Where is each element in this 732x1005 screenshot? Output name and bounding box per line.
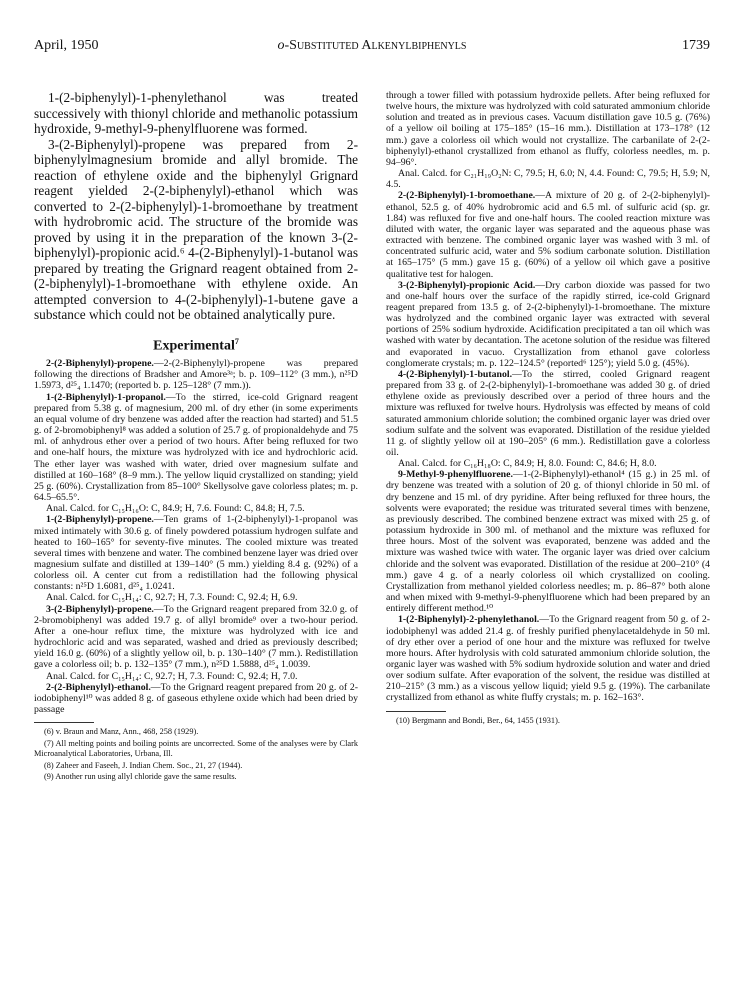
paragraph-heading: 1-(2-Biphenylyl)-2-phenylethanol. [398,614,540,626]
analysis-paragraph [386,458,710,469]
footnotes [34,727,358,783]
experimental-paragraph [34,604,358,671]
paragraph-body: —To the Grignard reagent prepared from 20 g. of 2-iodobiphenyl¹⁰ was added 8 g. of gaseous ethylene oxide which had been dried by passage [34,681,358,715]
right-column [386,90,710,727]
paragraph-heading: 1-(2-Biphenylyl)-propene. [46,514,154,526]
paragraph-heading: 9-Methyl-9-phenylfluorene. [398,469,513,481]
experimental-paragraph [34,358,358,391]
section-heading-text: Experimental [153,338,235,354]
paragraph-body: Anal. Calcd. for C₁₅H₁₄: C, 92.7; H, 7.3. Found: C, 92.4; H, 7.0. [46,670,298,682]
continued-paragraph [386,90,710,168]
experimental-paragraph [386,369,710,458]
paragraph-body: —To the Grignard reagent prepared from 32.0 g. of 2-bromobiphenyl was added 19.7 g. of allyl bromide⁹ over a two-hour period. After a one-hour reflux time, the mixture was hydrolyzed with ice and hydrochloric acid and was separated, washed and dried as previously described; yield 16.0 g. (60%) of a slightly yellow oil, b. p. 130–140° (7 mm.). Redistillation gave a colorless oil; b. p. 132–135° (7 mm.), n²⁵D 1.5888, d²⁵₄ 1.0039. [34,603,358,671]
footnote: (9) Another run using allyl chloride gave the same results. [44,772,237,782]
paragraph-body: —To the stirred, ice-cold Grignard reagent prepared from 5.38 g. of magnesium, 200 ml. of dry ether (in some experiments an equal volume of dry benzene was added after the reaction had started) and 51.5 g. of 2-bromobiphenyl⁸ was added a solution of 25.7 g. of propionaldehyde and 75 ml. of anhydrous ether over a period of two hours. After being refluxed for two and one-half hours, the mixture was hydrolyzed with ice and hydrochloric acid. The ether layer was washed with water, dried over magnesium sulfate and distilled at 160–168° (8–9 mm.). The yellow liquid crystallized on standing; yield 25 g. (60%). Crystallization from 85–100° Skellysolve gave colorless plates; m. p. 64.5–65.5°. [34,391,358,504]
footnote-rule [386,711,446,712]
footnote: (6) v. Braun and Manz, Ann., 468, 258 (1929). [44,727,199,737]
paragraph-body: —To the Grignard reagent from 50 g. of 2-iodobiphenyl was added 21.4 g. of freshly purified phenylacetaldehyde in 50 ml. of dry ether over a period of one hour and the mixture was refluxed for twelve more hours. After hydrolysis with cold saturated ammonium chloride solution, the organic layer was washed with 5% sodium hydroxide solution and water and dried over sodium sulfate. After evaporation of the solvent, the residue was distilled at 210–215° (3 mm.) as a viscous yellow liquid; yield 9.5 g. (19%). The carbanilate crystallized from ethanol as white fluffy crystals; m. p. 162–163°. [386,614,710,704]
paragraph-body: —1-(2-Biphenylyl)-ethanol⁴ (15 g.) in 25 ml. of dry benzene was treated with a solution of 20 g. of thionyl chloride in 50 ml. of dry benzene and 15 ml. of dry pyridine. After being refluxed for three hours, the solvents were evaporated; the residue was triturated several times with benzene, as previously described. The combined benzene extract was mixed with 25 g. of potassium hydroxide in 300 ml. of methanol and the mixture was refluxed for three hours. Most of the solvent was evaporated, benzene was added and the mixture was washed twice with water. The organic layer was dried over calcium chloride and the solvent was evaporated. Distillation of the residue at 200–210° (4 mm.) gave 4 g. of a nearly colorless oil which crystallized on cooling. Crystallization from methanol yielded colorless needles; m. p. 86–87° both alone and when mixed with 9-methyl-9-phenylfluorene which had been prepared by an entirely different method.¹⁰ [386,469,710,615]
paragraph-heading: 4-(2-Biphenylyl)-1-butanol. [398,368,513,380]
running-header [34,38,710,58]
paragraph-body: Anal. Calcd. for C₁₅H₁₄: C, 92.7; H, 7.3. Found: C, 92.4; H, 6.9. [46,592,298,604]
footnote: (8) Zaheer and Faseeh, J. Indian Chem. Soc., 21, 27 (1944). [44,760,243,770]
paragraph-heading: 3-(2-Biphenylyl)-propene. [46,603,154,615]
header-title-prefix: o [277,38,285,53]
left-column [34,90,358,784]
intro-paragraph: 3-(2-Biphenylyl)-propene was prepared from 2-biphenylylmagnesium bromide and allyl bromide. The reaction of ethylene oxide and the biphenylyl Grignard reagent yielded 2-(2-biphenylyl)-ethanol which was converted to 2-(2-biphenylyl)-1-bromoethane by treatment with hydrobromic acid. The structure of the bromide was proved by using it in the preparation of the known 3-(2-biphenylyl)-propionic acid.⁶ 4-(2-Biphenylyl)-1-butanol was prepared by treating the Grignard reagent obtained from 2-(2-biphenylyl)-1-bromoethane with ethylene oxide. An attempted conversion to 4-(2-biphenylyl)-1-butene gave a substance which could not be obtained analytically pure. [34,136,358,322]
analysis-paragraph [34,671,358,682]
experimental-text [386,90,710,704]
experimental-paragraph [386,280,710,369]
header-page-number: 1739 [682,38,710,53]
paragraph-body: —2-(2-Biphenylyl)-propene was prepared following the directions of Bradsher and Amore³ᵃ; b. p. 109–112° (3 mm.), n²⁵D 1.5973, d²⁵₄ 1.1470; (reported b. p. 125–128° (7 mm.)). [34,358,358,392]
paragraph-body: Anal. Calcd. for C₁₆H₁₈O: C, 84.9; H, 8.0. Found: C, 84.6; H, 8.0. [398,458,657,470]
experimental-paragraph [386,190,710,279]
analysis-paragraph [386,168,710,190]
experimental-paragraph [34,392,358,504]
section-heading-ref: 7 [234,336,239,346]
footnote: (10) Bergmann and Bondi, Ber., 64, 1455 (1931). [396,715,560,725]
paragraph-heading: 2-(2-Biphenylyl)-ethanol. [46,681,151,693]
intro-paragraph: 1-(2-biphenylyl)-1-phenylethanol was treated successively with thionyl chloride and methanolic potassium hydroxide, 9-methyl-9-phenylfluorene was formed. [34,90,358,136]
experimental-paragraph [386,469,710,614]
intro-text [34,90,358,323]
paragraph-heading: 3-(2-Biphenylyl)-propionic Acid. [398,279,536,291]
paragraph-body: Anal. Calcd. for C₂₁H₁₉O₂N: C, 79.5; H, 6.0; N, 4.4. Found: C, 79.5; H, 5.9; N, 4.5. [386,168,710,191]
paragraph-heading: 2-(2-Biphenylyl)-1-bromoethane. [398,190,536,202]
paragraph-body: —Ten grams of 1-(2-biphenylyl)-1-propanol was mixed intimately with 30.6 g. of finely powdered potassium hydrogen sulfate and heated to 160–165° for seventy-five minutes. The cooled mixture was treated several times with benzene and water. The combined benzene layer was dried over magnesium sulfate and distilled at 139–140° (5 mm.) yielding 8.4 g. (92%) of a colorless oil. A center cut from a redistillation had the following physical constants: n²⁵D 1.6081, d²⁵₄ 1.0241. [34,514,358,593]
footnote-rule [34,722,94,723]
footnote: (7) All melting points and boiling points are uncorrected. Some of the analyses were by Clark Microanalytical Laboratories, Urbana, Ill. [34,738,358,759]
footnotes [386,716,710,727]
analysis-paragraph [34,592,358,603]
paragraph-body: —A mixture of 20 g. of 2-(2-biphenylyl)-ethanol, 52.5 g. of 40% hydrobromic acid and 6.5 ml. of sulfuric acid (sp. gr. 1.84) was refluxed for five and one-half hours. The cooled reaction mixture was diluted with water, the organic layer was separated and the aqueous phase was extracted with benzene. The combined organic layer was washed with 3 ml. of concentrated sulfuric acid, water and 5% sodium carbonate solution. Distillation at 165–175° (5 mm.) gave 15 g. (60%) of a yellow oil which gave a positive qualitative test for halogen. [386,190,710,280]
paragraph-body: —To the stirred, cooled Grignard reagent prepared from 33 g. of 2-(2-biphenylyl)-1-bromoethane was added 30 g. of dried ethylene oxide as previously described over a period of three hours and the mixture was refluxed for twelve hours. Hydrolysis was effected by means of cold saturated ammonium chloride solution; the combined organic layer was dried over sodium sulfate and the solvent was evaporated. Distillation of the residue yielded 11 g. of slightly yellow oil at 190–205° (6 mm.). Redistillation gave a colorless oil. [386,368,710,458]
experimental-text [34,358,358,715]
header-title-rest: -Substituted Alkenylbiphenyls [284,38,467,53]
journal-page [34,38,710,988]
experimental-paragraph [34,682,358,715]
paragraph-body: —Dry carbon dioxide was passed for two and one-half hours over the surface of the rapidly stirred, ice-cold Grignard reagent prepared from 13.5 g. of 2-(2-biphenylyl)-1-bromoethane. The mixture was hydrolyzed and the combined organic layer was extracted with several portions of 25% sodium hydroxide. Acidification precipitated a tan oil which was washed with water by decantation. The acetone solution of the residue was filtered and evaporated in vacuo. Crystallization from ethanol gave colorless conglomerate crystals; m. p. 122–124.5° (reported⁶ 125°); yield 5.0 g. (45%). [386,279,711,369]
analysis-paragraph [34,503,358,514]
experimental-paragraph [34,514,358,592]
header-title [34,38,710,54]
paragraph-body: through a tower filled with potassium hydroxide pellets. After being refluxed for twelve hours, the mixture was hydrolyzed with cold saturated ammonium chloride solution and treated as in previous cases. Vacuum distillation gave 10.5 g. (76%) of a yellow oil boiling at 175–185° (15–16 mm.). Distillation at 173–178° (12 mm.) gave a colorless oil which would not crystallize. The carbanilate of 2-(2-biphenylyl)-ethanol crystallized from ethanol as fluffy, colorless needles, m. p. 94–96°. [386,90,710,168]
header-date: April, 1950 [34,38,99,53]
section-heading [34,337,358,355]
paragraph-body: Anal. Calcd. for C₁₅H₁₆O: C, 84.9; H, 7.6. Found: C, 84.8; H, 7.5. [46,503,305,515]
experimental-paragraph [386,614,710,703]
paragraph-heading: 2-(2-Biphenylyl)-propene. [46,358,154,370]
paragraph-heading: 1-(2-Biphenylyl)-1-propanol. [46,391,166,403]
